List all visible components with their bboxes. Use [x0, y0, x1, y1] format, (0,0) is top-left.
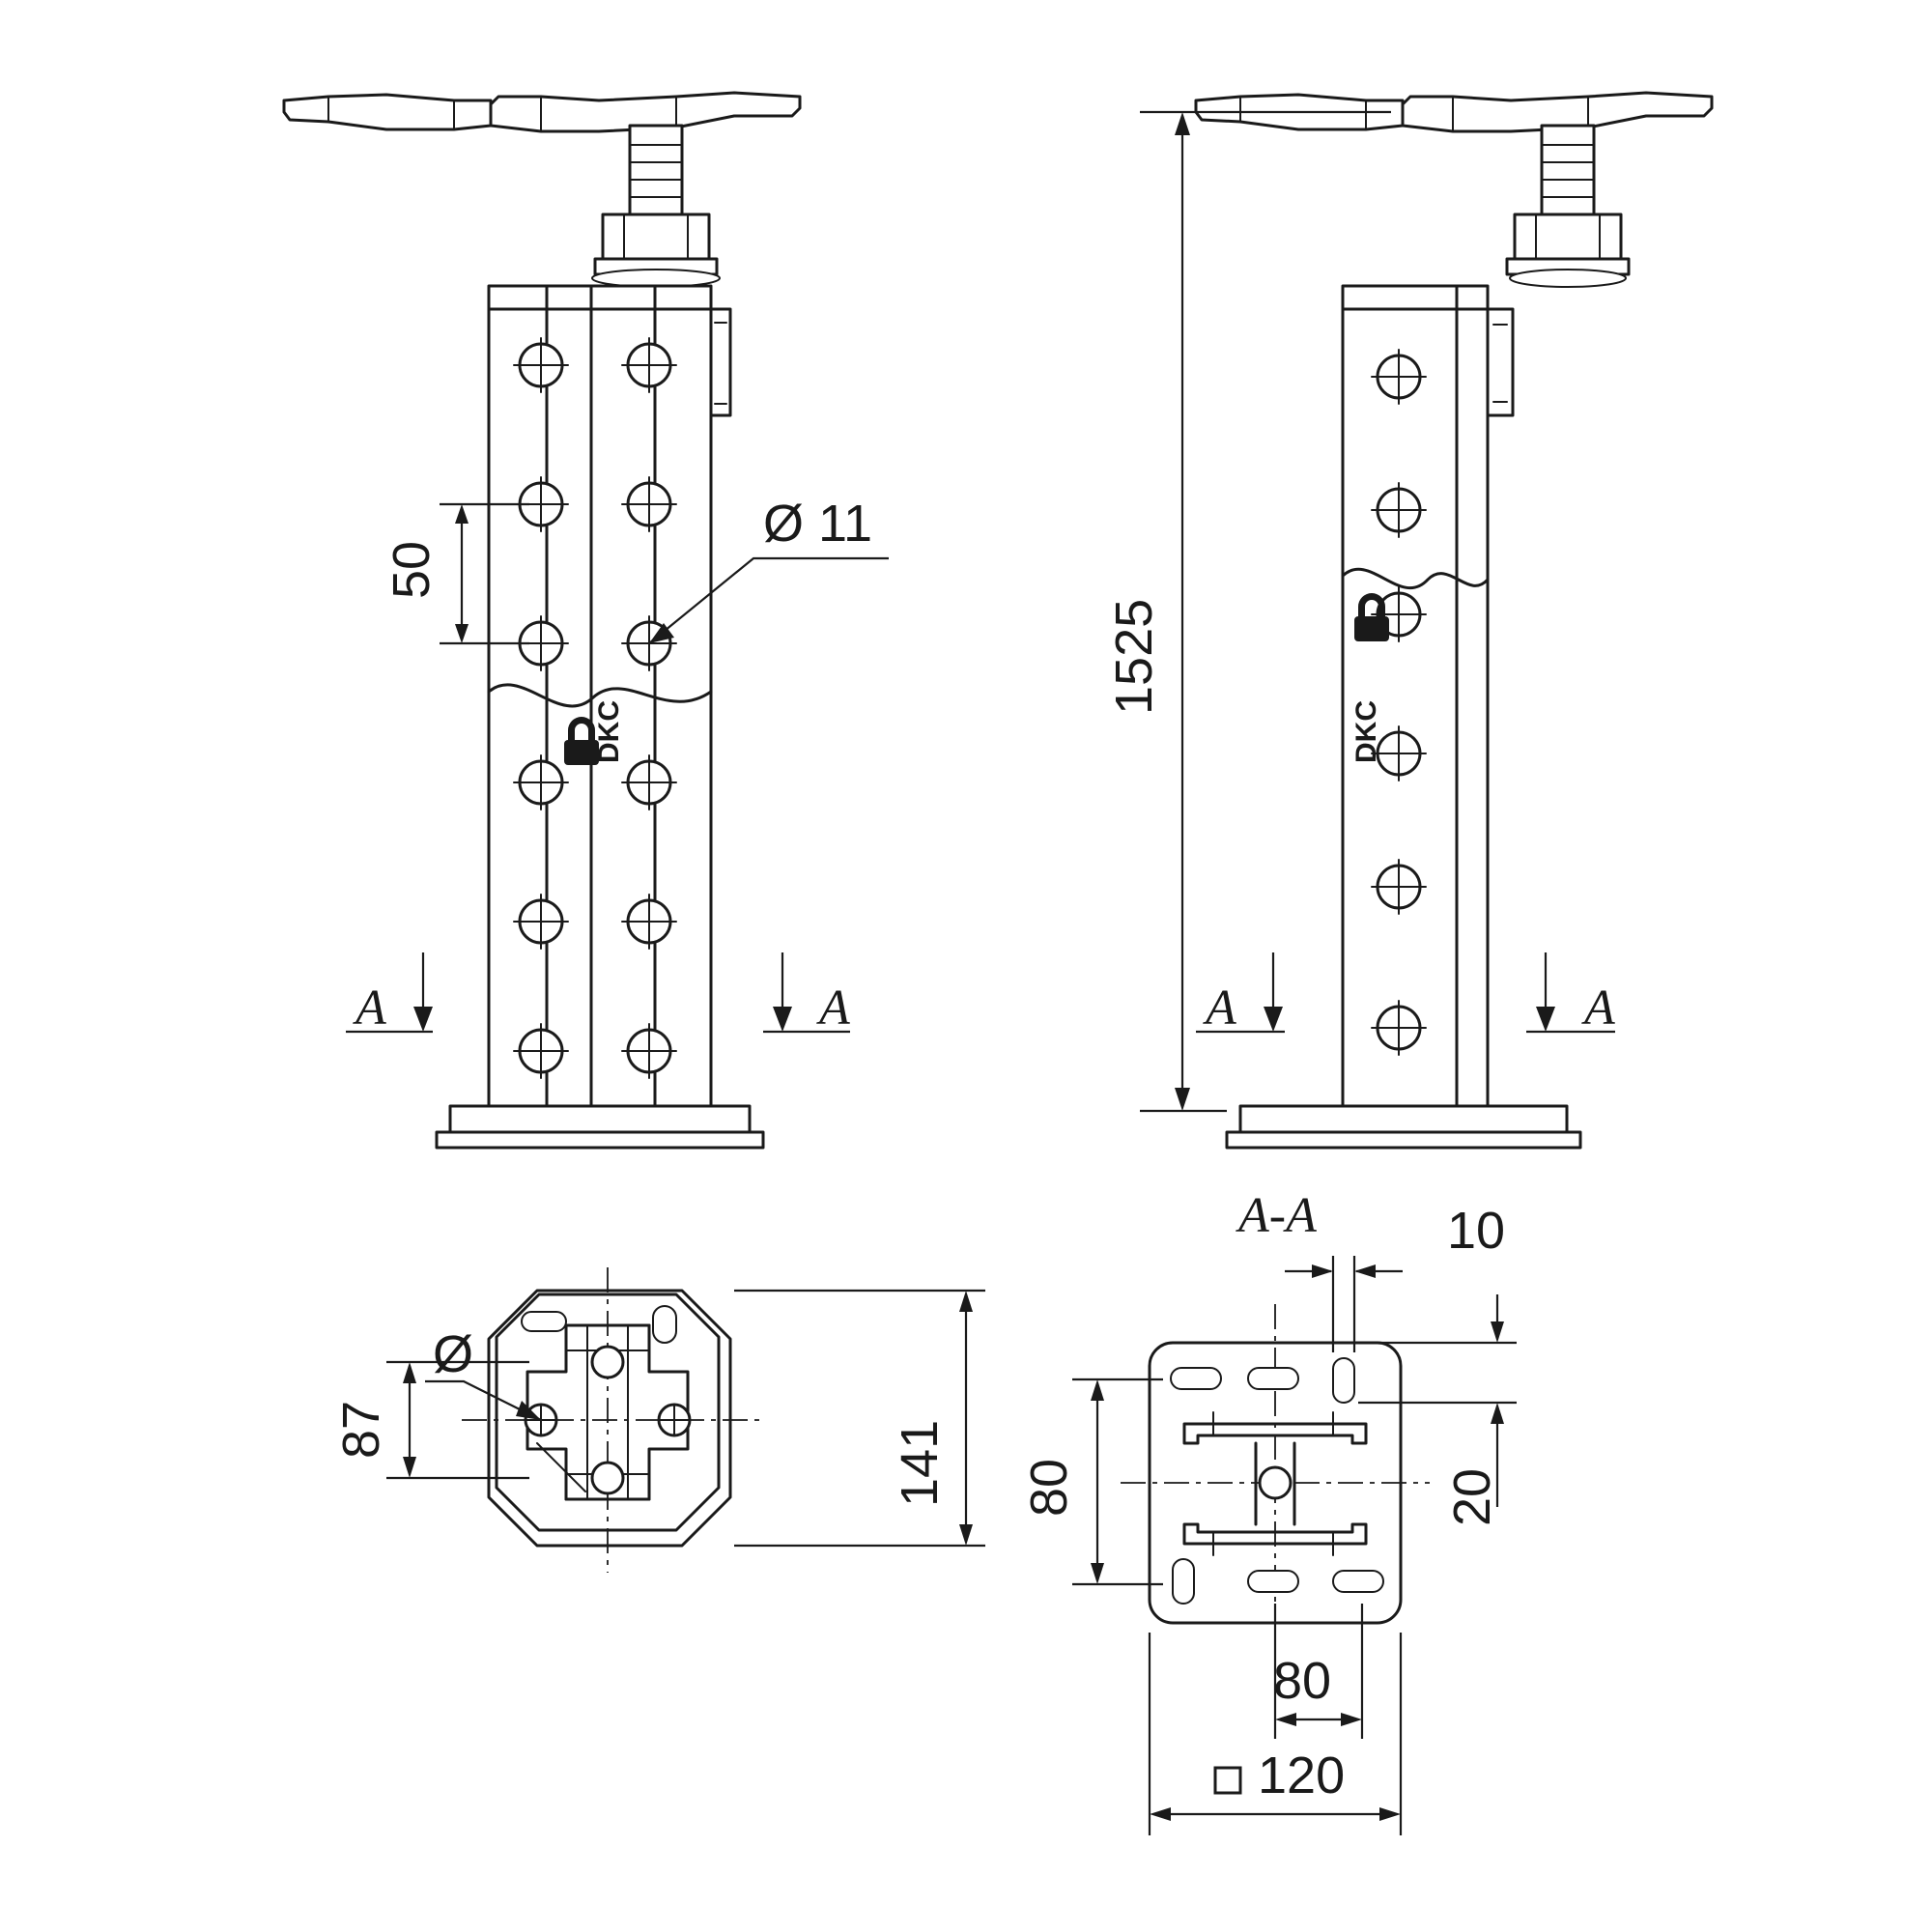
- dimension-141: [734, 1291, 985, 1546]
- dimension-80-vertical: [1020, 1379, 1163, 1584]
- square-symbol-icon: [1215, 1768, 1240, 1793]
- dimension-20-label: 20: [1443, 1467, 1501, 1526]
- section-mark-side-right-label: A: [1584, 980, 1615, 1036]
- front-view-latch-detail: [711, 309, 730, 415]
- front-view-threaded-rod: [630, 126, 682, 214]
- section-aa-title: A-A: [1238, 1188, 1317, 1243]
- section-mark-side-left-label: A: [1206, 980, 1236, 1036]
- front-view-column: [489, 286, 711, 1106]
- dimension-50-label: 50: [383, 540, 440, 599]
- front-view-hex-nut: [592, 214, 720, 287]
- dimension-80-vertical-label: 80: [1020, 1458, 1078, 1517]
- side-view-latch-detail: [1488, 309, 1513, 415]
- dimension-87-label: 87: [332, 1400, 390, 1459]
- dimension-120-label: 120: [1258, 1747, 1346, 1804]
- section-mark-front-right: [763, 952, 850, 1036]
- dimension-diameter-11-label: Ø 11: [763, 495, 873, 553]
- section-mark-side-right: [1526, 952, 1615, 1036]
- section-mark-side-left: [1196, 952, 1285, 1036]
- side-view-base-plate: [1227, 1106, 1580, 1148]
- section-mark-front-left: [346, 952, 433, 1036]
- dimension-1525-label: 1525: [1105, 598, 1163, 715]
- dimension-10: [1285, 1202, 1505, 1352]
- front-view: [284, 93, 889, 1148]
- front-view-base-plate: [437, 1106, 763, 1148]
- brand-logo-text: DKC: [593, 700, 625, 763]
- dimension-80-horizontal-label: 80: [1273, 1652, 1332, 1710]
- dimension-141-label: 141: [891, 1419, 949, 1507]
- section-mark-front-right-label: A: [819, 980, 850, 1036]
- base-plan-view: [332, 1267, 985, 1573]
- side-view-column: [1343, 286, 1488, 1106]
- side-view-threaded-rod: [1542, 126, 1594, 214]
- front-view-top-handle: [284, 93, 800, 131]
- section-mark-front-left-label: A: [355, 980, 386, 1036]
- section-aa-view: [1020, 1188, 1517, 1835]
- dimension-10-label: 10: [1447, 1202, 1506, 1260]
- side-view: [1105, 93, 1712, 1148]
- base-plan-hole-symbol: Ø: [433, 1325, 474, 1383]
- side-view-hex-nut: [1507, 214, 1629, 287]
- side-brand-logo-text: DKC: [1350, 700, 1382, 763]
